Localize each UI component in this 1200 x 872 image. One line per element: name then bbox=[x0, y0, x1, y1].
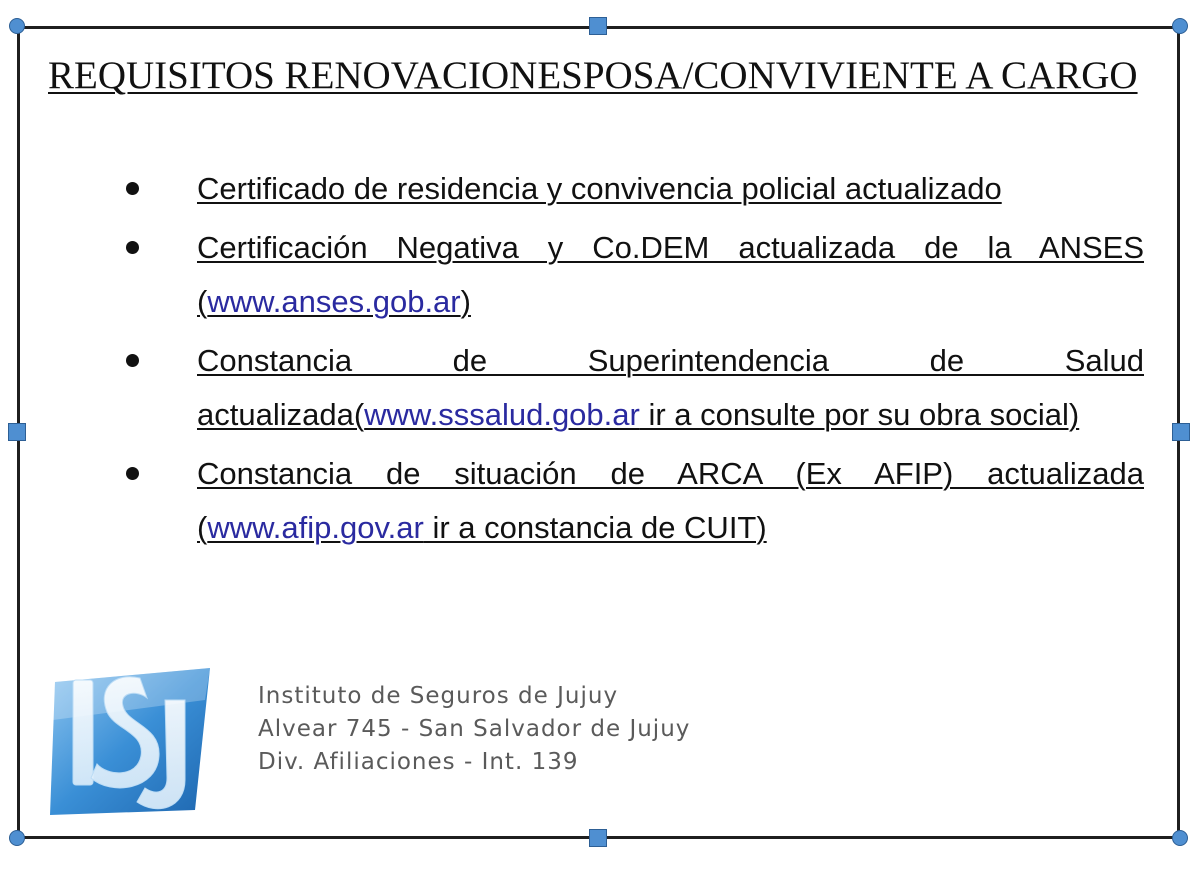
requirement-item bbox=[112, 162, 1144, 216]
sssalud-link[interactable]: www.sssalud.gob.ar bbox=[364, 397, 640, 432]
bullet-icon bbox=[126, 354, 139, 367]
resize-handle-right[interactable] bbox=[1172, 423, 1190, 441]
resize-handle-top-left[interactable] bbox=[9, 18, 25, 34]
requirement-text-tail: ) bbox=[460, 284, 471, 319]
footer-address bbox=[258, 680, 690, 779]
requirement-text-tail: ir a consulte por su obra social) bbox=[639, 397, 1080, 432]
requirement-item bbox=[112, 447, 1144, 555]
resize-handle-left[interactable] bbox=[8, 423, 26, 441]
requirement-text: Certificación Negativa y Co.DEM actualizada de la ANSES ( bbox=[197, 230, 1144, 319]
bullet-icon bbox=[126, 467, 139, 480]
requirement-text: Certificado de residencia y convivencia policial actualizado bbox=[197, 171, 1002, 206]
requirement-item bbox=[112, 221, 1144, 329]
requirements-list bbox=[112, 162, 1144, 560]
bullet-icon bbox=[126, 241, 139, 254]
resize-handle-top[interactable] bbox=[589, 17, 607, 35]
isj-logo-icon bbox=[45, 660, 217, 820]
institution-name: Instituto de Seguros de Jujuy bbox=[258, 683, 619, 709]
bullet-icon bbox=[126, 182, 139, 195]
requirement-text: Constancia de situación de ARCA (Ex AFIP) actualizada ( bbox=[197, 456, 1144, 545]
anses-link[interactable]: www.anses.gob.ar bbox=[207, 284, 461, 319]
requirement-text-tail: ir a constancia de CUIT) bbox=[423, 510, 767, 545]
requirement-item bbox=[112, 334, 1144, 442]
document-title: REQUISITOS RENOVACIONESPOSA/CONVIVIENTE A CARGO bbox=[48, 54, 1138, 97]
resize-handle-bottom-right[interactable] bbox=[1172, 830, 1188, 846]
requirement-text: Constancia de Superintendencia de Salud actualizada( bbox=[197, 343, 1144, 432]
resize-handle-bottom[interactable] bbox=[589, 829, 607, 847]
resize-handle-top-right[interactable] bbox=[1172, 18, 1188, 34]
afip-link[interactable]: www.afip.gov.ar bbox=[207, 510, 424, 545]
resize-handle-bottom-left[interactable] bbox=[9, 830, 25, 846]
institution-division: Div. Afiliaciones - Int. 139 bbox=[258, 749, 579, 775]
institution-address: Alvear 745 - San Salvador de Jujuy bbox=[258, 716, 691, 742]
